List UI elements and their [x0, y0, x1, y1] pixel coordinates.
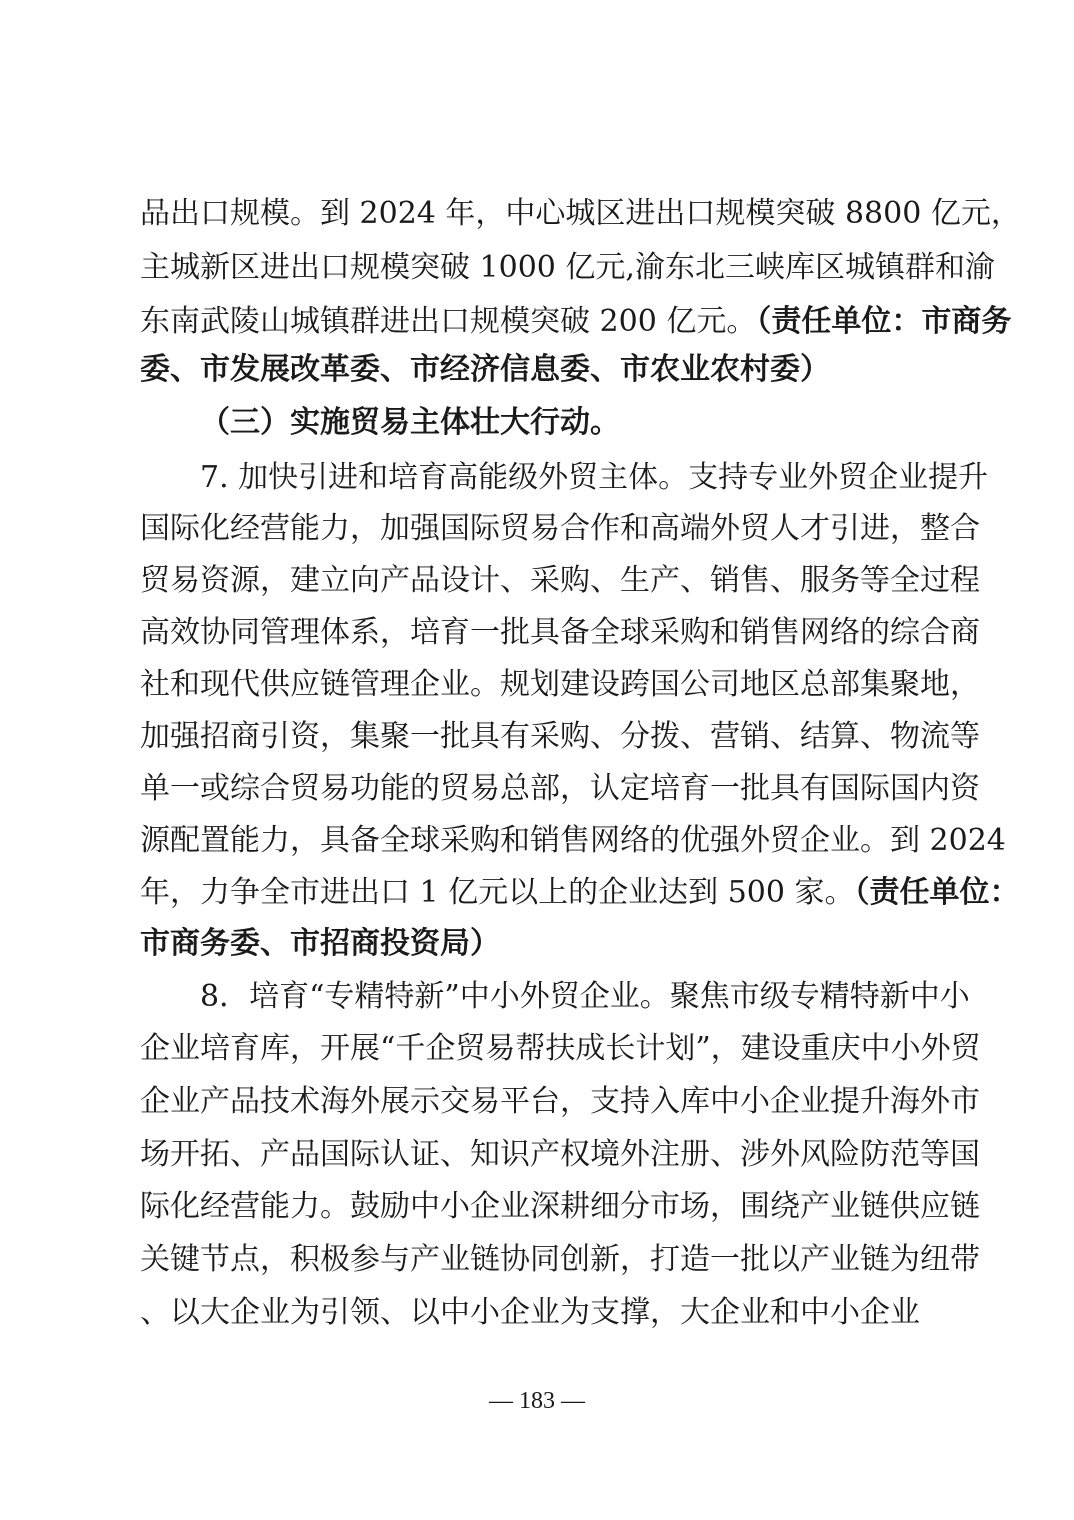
paragraph-first-line	[200, 970, 970, 1024]
page-number: — 183 —	[489, 1388, 585, 1414]
line-text: 、以大企业为引领、以中小企业为支撑，大企业和中小企业	[140, 1295, 920, 1330]
heading-text: （三）实施贸易主体壮大行动。	[200, 405, 620, 440]
line-text: 源配置能力，具备全球采购和销售网络的优强外贸企业。到 2024	[140, 823, 1006, 858]
body-line	[140, 762, 980, 816]
body-line	[140, 187, 1021, 241]
body-line	[140, 1075, 980, 1129]
responsibility-note: （责任单位：	[854, 875, 1020, 910]
line-text: 关键节点，积极参与产业链协同创新，打造一批以产业链为纽带	[140, 1242, 980, 1277]
body-line	[140, 241, 995, 295]
body-line	[140, 658, 980, 712]
line-text: 加强招商引资，集聚一批具有采购、分拨、营销、结算、物流等	[140, 719, 980, 754]
line-text: 年，力争全市进出口 1 亿元以上的企业达到 500 家。	[140, 875, 855, 910]
body-line	[140, 606, 980, 660]
body-line	[140, 866, 1020, 920]
body-line	[140, 1233, 980, 1287]
line-text: 企业产品技术海外展示交易平台，支持入库中小企业提升海外市	[140, 1084, 980, 1119]
line-text: 7. 加快引进和培育高能级外贸主体。支持专业外贸企业提升	[200, 460, 989, 495]
line-text: 贸易资源，建立向产品设计、采购、生产、销售、服务等全过程	[140, 563, 980, 598]
line-text: 社和现代供应链管理企业。规划建设跨国公司地区总部集聚地，	[140, 667, 980, 702]
line-text: 场开拓、产品国际认证、知识产权境外注册、涉外风险防范等国	[140, 1137, 980, 1172]
line-text: 东南武陵山城镇群进出口规模突破 200 亿元。	[140, 304, 757, 339]
line-text: 品出口规模。到 2024 年，中心城区进出口规模突破 8800 亿元，	[140, 196, 1021, 231]
line-text: 8．培育“专精特新”中小外贸企业。聚焦市级专精特新中小	[200, 979, 970, 1014]
body-line	[140, 1128, 980, 1182]
responsibility-note-line	[140, 343, 940, 397]
body-line	[140, 502, 980, 556]
body-line	[140, 554, 980, 608]
section-heading	[200, 396, 940, 450]
body-line	[140, 1022, 981, 1076]
line-text: 单一或综合贸易功能的贸易总部，认定培育一批具有国际国内资	[140, 771, 980, 806]
body-line	[140, 1286, 940, 1340]
line-text: 委、市发展改革委、市经济信息委、市农业农村委）	[140, 352, 830, 387]
line-text: 际化经营能力。鼓励中小企业深耕细分市场，围绕产业链供应链	[140, 1189, 980, 1224]
body-line	[140, 710, 980, 764]
responsibility-note: （责任单位：市商务	[756, 304, 1012, 339]
body-line	[140, 295, 1012, 349]
line-text: 市商务委、市招商投资局）	[140, 926, 500, 961]
line-text: 企业培育库，开展“千企贸易帮扶成长计划”，建设重庆中小外贸	[140, 1031, 981, 1066]
paragraph-first-line	[200, 451, 989, 505]
body-line	[140, 1180, 980, 1234]
line-text: 国际化经营能力，加强国际贸易合作和高端外贸人才引进，整合	[140, 511, 980, 546]
line-text: 高效协同管理体系，培育一批具备全球采购和销售网络的综合商	[140, 615, 980, 650]
line-text: 主城新区进出口规模突破 1000 亿元,渝东北三峡库区城镇群和渝	[140, 250, 995, 285]
responsibility-note-line	[140, 917, 940, 971]
body-line	[140, 814, 1006, 868]
